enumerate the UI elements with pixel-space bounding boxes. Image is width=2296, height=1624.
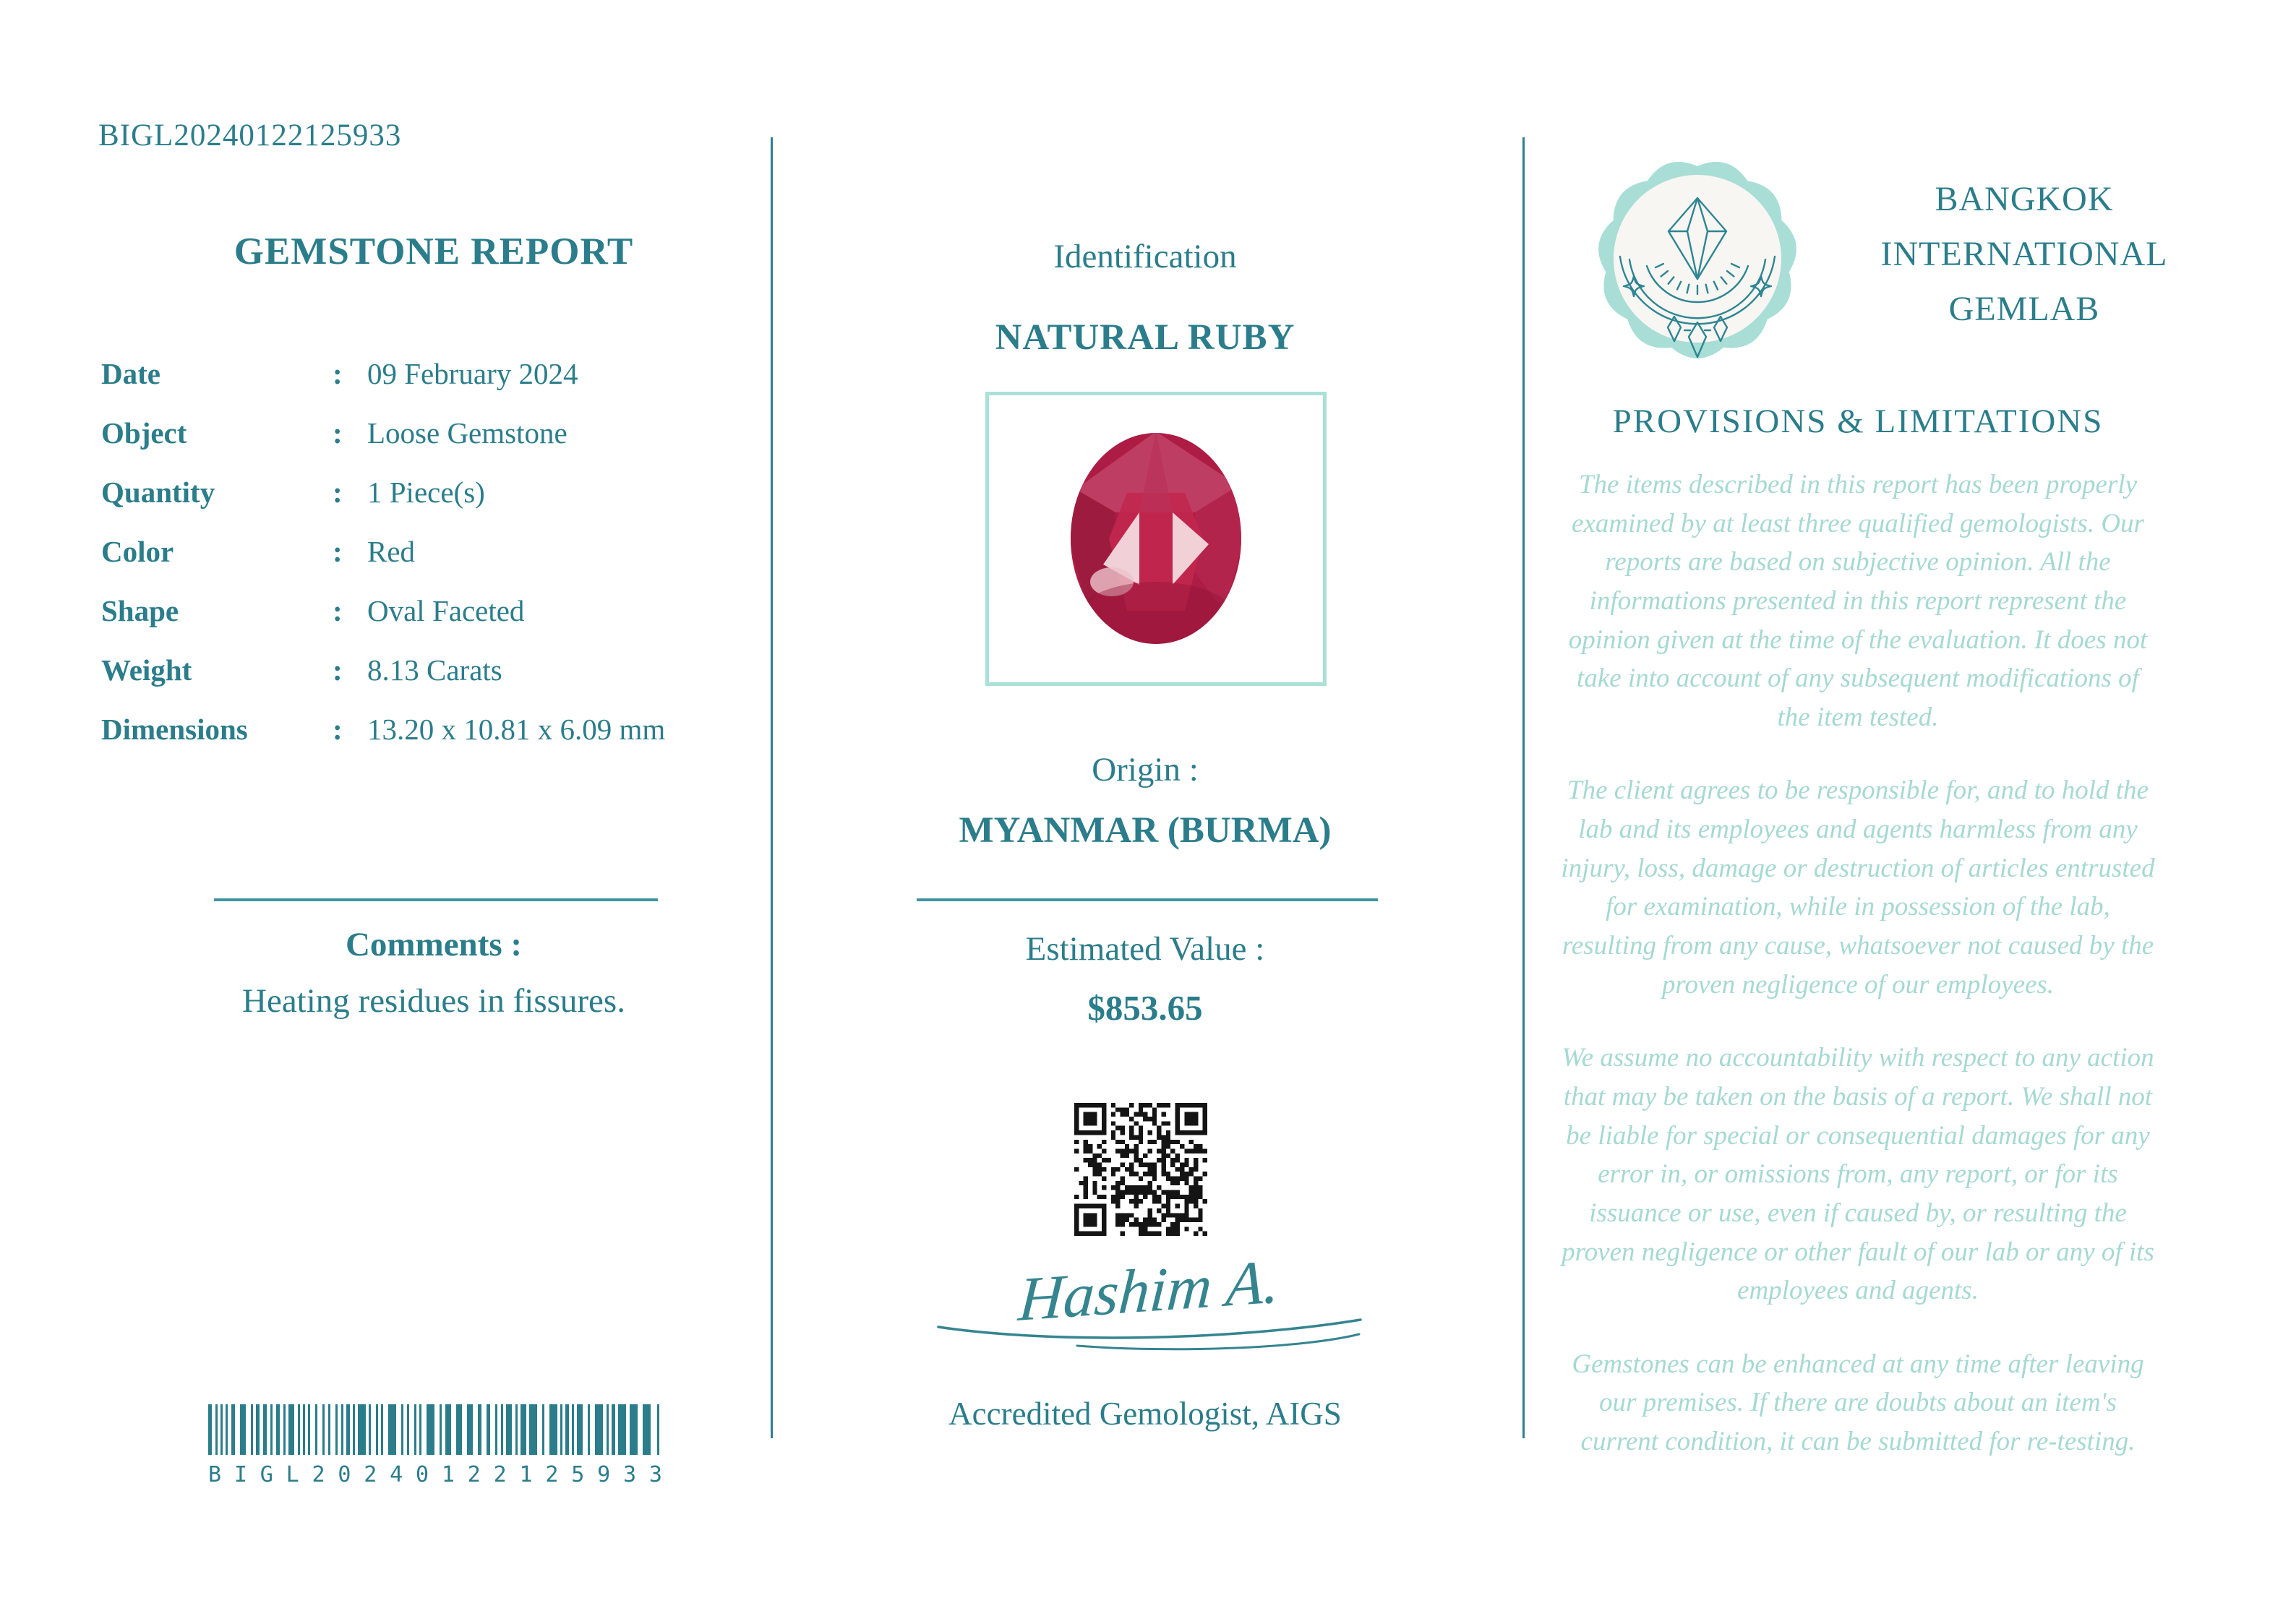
gemstone-photo-frame [985,392,1327,686]
spec-value: 1 Piece(s) [367,476,485,509]
identification-result: NATURAL RUBY [995,317,1295,358]
lab-name [1830,172,2218,337]
signature-text: Hashim A. [1016,1246,1282,1334]
spec-row-dimensions [101,700,752,759]
barcode-char: 2 [364,1462,377,1487]
barcode-char: 4 [390,1462,403,1487]
spec-colon: : [333,713,343,746]
gem-pendant-logo-icon [1589,150,1806,367]
spec-value: 09 February 2024 [367,357,578,390]
barcode-char: I [234,1462,247,1487]
gemologist-signature [925,1246,1374,1354]
comments-label: Comments : [345,926,523,963]
provisions-paragraph: The items described in this report has been properly examined by at least three qualified gemologists. Our reports are based on subjective opinion. All the informations presented in this report represent the opinion given at the time of the evaluation. It does not take into account of any subsequent modifications of the item tested. [1568,470,2148,732]
origin-label: Origin : [1092,751,1199,789]
barcode-bars [208,1404,662,1458]
origin-value: MYANMAR (BURMA) [959,810,1332,851]
spec-colon: : [333,653,343,687]
estimated-value-label: Estimated Value : [1025,930,1265,968]
barcode [208,1404,662,1487]
lab-name-line: INTERNATIONAL [1880,235,2168,273]
qr-code [1074,1103,1207,1236]
barcode-char: 0 [338,1462,351,1487]
spec-colon: : [333,416,343,450]
barcode-char: 1 [441,1462,455,1487]
barcode-char: 2 [467,1462,481,1487]
spec-colon: : [333,594,343,627]
barcode-char: G [260,1462,273,1487]
spec-table [101,344,752,759]
value-divider-line [917,898,1378,901]
comments-text: Heating residues in fissures. [242,982,625,1020]
spec-label: Date [101,357,160,390]
spec-colon: : [333,476,343,509]
barcode-char: 3 [648,1462,662,1487]
barcode-char: 2 [493,1462,507,1487]
provisions-heading: PROVISIONS & LIMITATIONS [1612,403,2104,440]
barcode-text [208,1462,662,1487]
spec-row-shape [101,581,752,640]
report-title: GEMSTONE REPORT [234,231,634,272]
spec-label: Weight [101,653,192,687]
column-divider-right [1522,137,1525,1438]
spec-label: Shape [101,594,179,627]
provisions-paragraph: The client agrees to be responsible for, and to hold the lab and its employees and agents harmless from any injury, loss, damage or destruction of articles entrusted for examination, while in possession of the lab, resulting from any cause, whatsoever not caused by the proven negligence of our employees. [1561,776,2155,1000]
spec-label: Object [101,416,187,450]
barcode-char: 5 [571,1462,585,1487]
spec-row-color [101,522,752,581]
spec-value: 8.13 Carats [367,653,502,687]
barcode-char: L [286,1462,299,1487]
barcode-char: 3 [623,1462,637,1487]
spec-colon: : [333,535,343,568]
provisions-paragraph: Gemstones can be enhanced at any time after leaving our premises. If there are doubts about an item's current condition, it can be submitted for re-testing. [1572,1349,2144,1457]
lab-logo [1589,150,1806,367]
barcode-char: 1 [519,1462,533,1487]
spec-row-object [101,403,752,463]
barcode-char: 9 [597,1462,611,1487]
spec-value: Red [367,535,416,568]
lab-name-line: GEMLAB [1948,290,2100,328]
column-divider-left [771,137,773,1438]
provisions-text [1559,465,2157,1496]
spec-colon: : [333,357,343,390]
report-number: BIGL20240122125933 [98,119,402,152]
spec-row-date [101,344,752,403]
barcode-char: 0 [416,1462,429,1487]
spec-row-weight [101,640,752,700]
spec-value: 13.20 x 10.81 x 6.09 mm [367,713,666,746]
spec-label: Quantity [101,476,215,509]
spec-value: Oval Faceted [367,594,525,627]
barcode-char: B [208,1462,222,1487]
spec-label: Color [101,535,174,568]
identification-heading: Identification [1053,238,1237,275]
comments-divider-line [214,898,658,901]
signatory-title: Accredited Gemologist, AIGS [948,1396,1342,1432]
gemstone-photo [989,395,1323,682]
barcode-char: 2 [545,1462,559,1487]
provisions-paragraph: We assume no accountability with respect to any action that may be taken on the basis of a report. We shall not be liable for special or consequential damages for any error in, or omissions from, any report, or for its issuance or use, even if caused by, or resulting the proven negligence or other fault of our lab or any of its employees and agents. [1562,1043,2154,1306]
estimated-value: $853.65 [1087,988,1203,1028]
spec-value: Loose Gemstone [367,416,567,450]
spec-row-quantity [101,463,752,522]
barcode-char: 2 [312,1462,325,1487]
spec-label: Dimensions [101,713,248,746]
lab-name-line: BANGKOK [1935,180,2114,218]
